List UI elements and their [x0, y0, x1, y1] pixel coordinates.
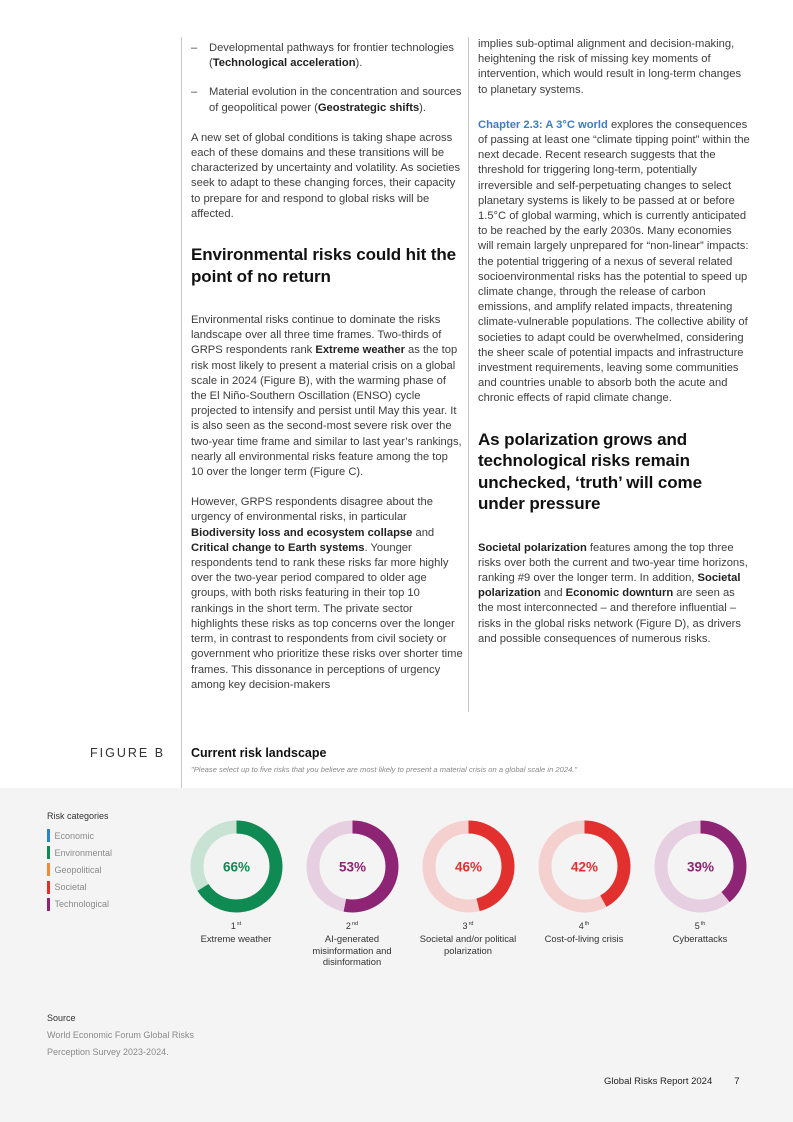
chapter-2-3-link[interactable]: Chapter 2.3: A 3°C world — [478, 118, 608, 131]
right-column — [478, 37, 750, 647]
donut-percent: 42% — [570, 859, 598, 875]
polarization-paragraph: Societal polarization features among the top three risks over both the current and two-year time horizons, ranking #9 over the longer term. In addition, Societal polarization and Economic downturn are seen as the most interconnected – and therefore influential – risks in the global risks network (Figure D), as drivers and possible consequences of numerous risks. — [478, 541, 748, 645]
legend-item-societal: Societal — [47, 879, 112, 896]
legend-title: Risk categories — [47, 811, 109, 821]
right-column-divider — [468, 37, 469, 712]
donut-ring-icon — [654, 820, 747, 913]
donut-percent: 46% — [454, 859, 482, 875]
report-title: Global Risks Report 2024 — [604, 1076, 713, 1087]
risk-categories-legend — [47, 811, 112, 913]
legend-item-geopolitical: Geopolitical — [47, 861, 112, 878]
donut-rank: 4th — [578, 921, 590, 931]
bullet-item: – Material evolution in the concentration and sources of geopolitical power (Geostrategic shifts). — [191, 86, 462, 114]
donut-chart-item — [529, 820, 639, 945]
donut-chart-item — [181, 820, 291, 945]
environmental-swatch-icon — [47, 846, 50, 859]
donut-ring-icon — [190, 820, 283, 913]
figure-title: Current risk landscape — [191, 746, 327, 760]
chapter-reference-paragraph: Chapter 2.3: A 3°C world explores the consequences of passing at least one “climate tipping point” within the next decade. Recent research suggests that the threshold for triggering long-term, potentially irreversible and self-perpetuating changes to select planetary systems is likely to be passed at or before 1.5°C of global warming, which is currently anticipated to be reached by the early 2030s. Many economies will remain largely unprepared for “non-linear” impacts: the potential triggering of a nexus of several related socioenvironmental risks has the potential to speed up climate change, through the release of carbon emissions, and amplify related impacts, threatening climate-vulnerable populations. The collective ability of societies to adapt could be overwhelmed, considering the sheer scale of potential impacts and infrastructure investment requirements, leaving some communities and countries unable to absorb both the acute and chronic effects of rapid climate change. — [478, 118, 750, 405]
environmental-paragraph-2: However, GRPS respondents disagree about the urgency of environmental risks, in particular Biodiversity loss and ecosystem collapse and Critical change to Earth systems. Younger respondents tend to rank these risks far more highly over the two-year period compared to older age groups, with both risks featuring in their top 10 rankings in the short term. The private sector highlights these risks as top concerns over the longer term, in contrast to respondents from civil society or government who prioritize these risks over shorter time frames. This dissonance in perceptions of urgency among key decision-makers — [191, 496, 463, 691]
donut-percent: 39% — [686, 859, 714, 875]
page-footer — [604, 1076, 740, 1087]
donut-chart-item — [297, 820, 407, 968]
donut-risk-name: Extreme weather — [200, 933, 272, 944]
donut-risk-name: Societal and/or political polarization — [419, 933, 517, 956]
figure-source: Source World Economic Forum Global Risks Perception Survey 2023-2024. — [47, 1013, 194, 1057]
intro-paragraph: A new set of global conditions is taking shape across each of these domains and these transitions will be characterized by uncertainty and volatility. As societies seek to adapt to these changing forces, their capacity to prepare for and respond to global risks will be affected. — [191, 131, 461, 220]
legend-item-environmental: Environmental — [47, 844, 112, 861]
figure-label: FIGURE B — [90, 746, 166, 760]
donut-rank: 1st — [230, 921, 242, 931]
donut-ring-icon — [422, 820, 515, 913]
geopolitical-swatch-icon — [47, 863, 50, 876]
technological-swatch-icon — [47, 898, 50, 911]
donut-rank: 5th — [694, 921, 706, 931]
donut-ring-icon — [538, 820, 631, 913]
section-heading-polarization: As polarization grows and technological risks remain unchecked, ‘truth’ will come under pressure — [478, 429, 702, 514]
donut-rank: 2nd — [345, 921, 359, 931]
section-heading-environmental: Environmental risks could hit the point of no return — [191, 245, 456, 286]
societal-swatch-icon — [47, 881, 50, 894]
figure-subtitle: "Please select up to five risks that you believe are most likely to present a material crisis on a global scale in 2024." — [191, 765, 578, 774]
left-column-divider — [181, 37, 182, 789]
donut-risk-name: Cyberattacks — [672, 933, 728, 944]
donut-percent: 53% — [338, 859, 366, 875]
dash-bullet-icon: – — [191, 86, 198, 99]
donut-chart-item — [413, 820, 523, 956]
legend-item-economic: Economic — [47, 827, 112, 844]
donut-chart-item — [645, 820, 755, 945]
left-column — [191, 41, 463, 693]
economic-swatch-icon — [47, 829, 50, 842]
bullet-item: – Developmental pathways for frontier technologies (Technological acceleration). — [191, 42, 455, 70]
donut-rank: 3rd — [462, 921, 474, 931]
page-number: 7 — [734, 1076, 740, 1087]
dash-bullet-icon: – — [191, 42, 198, 54]
donut-percent: 66% — [222, 859, 250, 875]
continued-paragraph: implies sub-optimal alignment and decision-making, heightening the risk of missing key moments of intervention, which would result in long-term changes to planetary systems. — [478, 38, 742, 96]
donut-risk-name: Cost-of-living crisis — [544, 933, 624, 944]
legend-item-technological: Technological — [47, 896, 112, 913]
donut-ring-icon — [306, 820, 399, 913]
donut-risk-name: AI-generated misinformation and disinformation — [312, 933, 392, 967]
environmental-paragraph-1: Environmental risks continue to dominate the risks landscape over all three time frames. Two-thirds of GRPS respondents rank Extreme weather as the top risk most likely to present a material crisis on a global scale in 2024 (Figure B), with the warming phase of the El Niño-Southern Oscillation (ENSO) cycle projected to intensify and persist until May this year. It is also seen as the second-most severe risk over the two-year time frame and similar to last year’s rankings, nearly all environmental risks feature among the top 10 over the longer term (Figure C). — [191, 314, 462, 479]
